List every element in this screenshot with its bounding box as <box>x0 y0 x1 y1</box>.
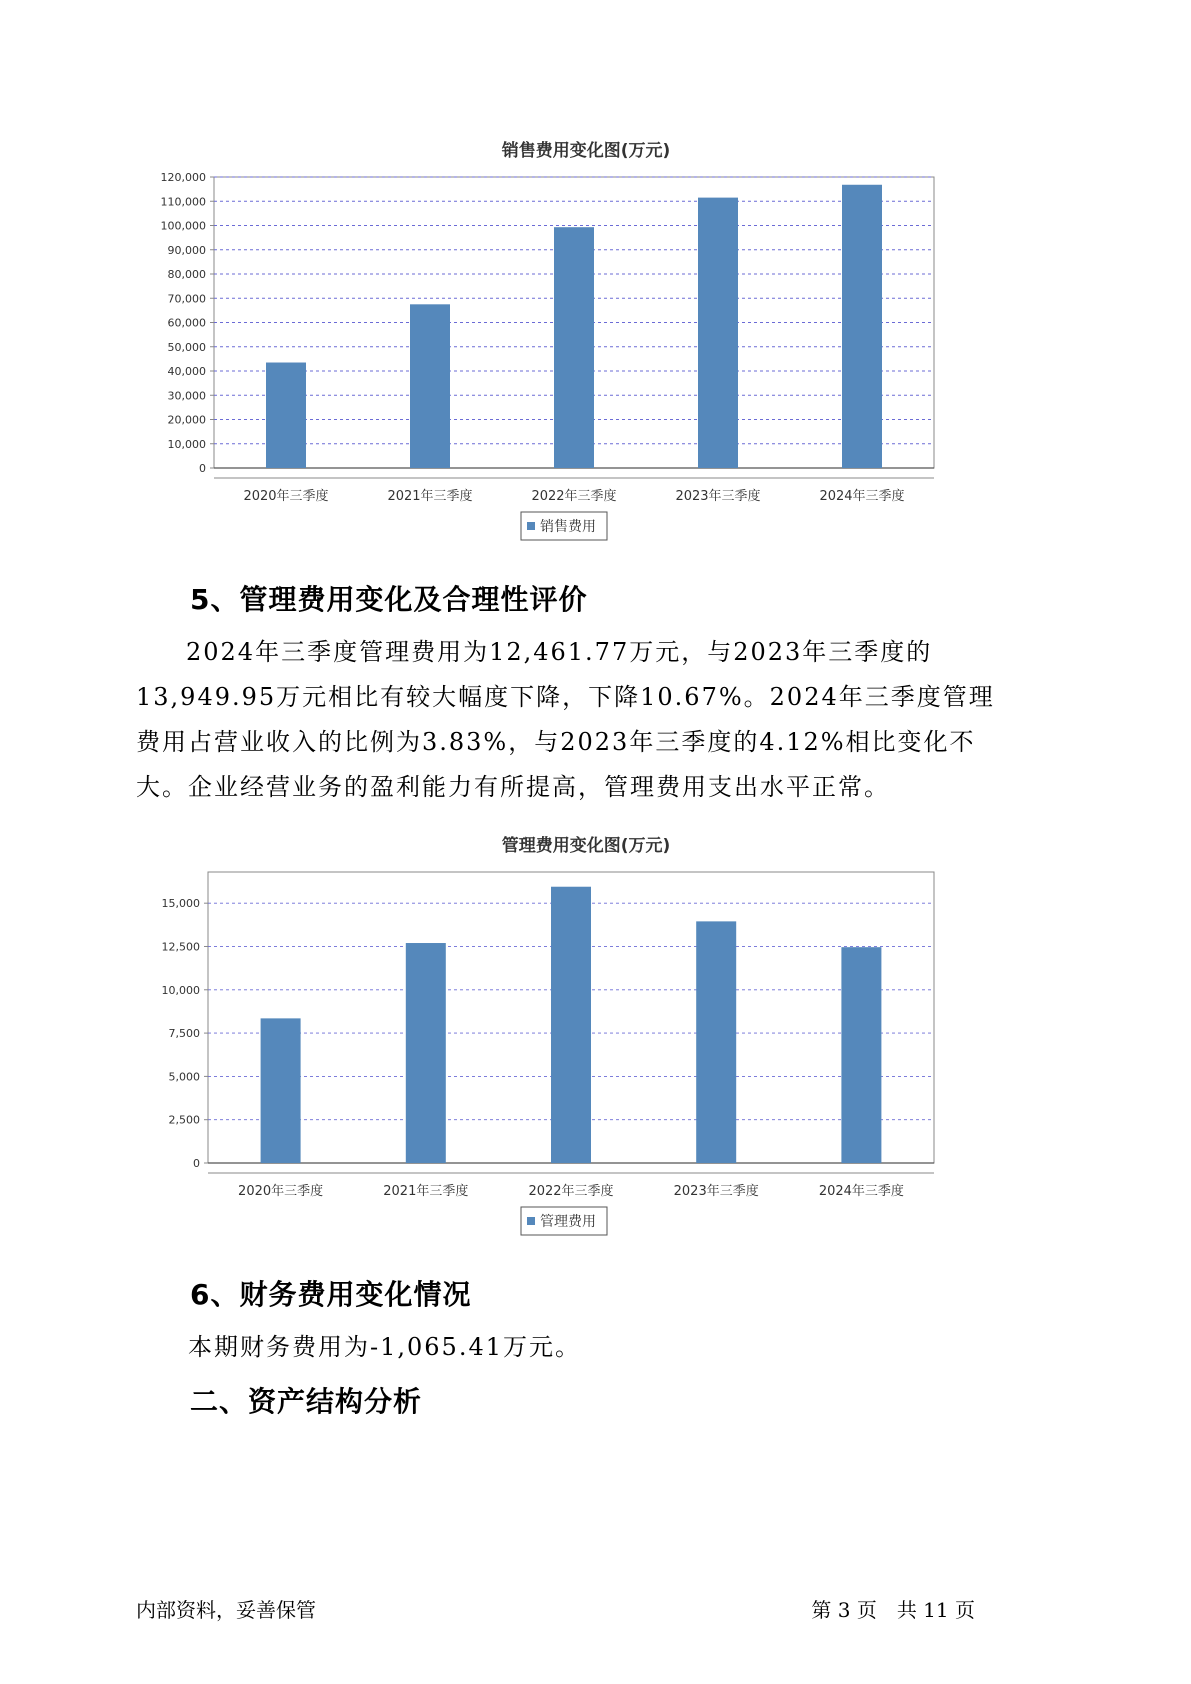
chart-legend <box>521 1207 607 1235</box>
x-tick-label: 2020年三季度 <box>238 1184 324 1199</box>
y-tick-label: 80,000 <box>167 268 206 281</box>
y-tick-label: 12,500 <box>161 940 200 954</box>
bar-2020年三季度 <box>266 363 306 468</box>
sales-expense-chart-svg <box>140 130 1020 550</box>
x-tick-label: 2021年三季度 <box>387 489 473 504</box>
bar-2024年三季度 <box>841 947 881 1163</box>
section-6-heading: 6、财务费用变化情况 <box>190 1278 472 1311</box>
y-tick-label: 90,000 <box>167 243 206 257</box>
chart-title: 销售费用变化图(万元) <box>501 141 671 161</box>
y-tick-label: 30,000 <box>167 389 206 403</box>
section-5-paragraph: 2024年三季度管理费用为12,461.77万元，与2023年三季度的13,949.95万元相比有较大幅度下降，下降10.67%。2024年三季度管理费用占营业收入的比例为3.83%，与2023年三季度的4.12%相比变化不大。企业经营业务的盈利能力有所提高，管理费用支出水平正常。 <box>136 638 995 801</box>
section-6-paragraph: 本期财务费用为-1,065.41万元。 <box>188 1333 581 1361</box>
bar-2022年三季度 <box>554 227 594 468</box>
bar-2024年三季度 <box>842 185 882 468</box>
x-tick-label: 2021年三季度 <box>383 1184 469 1199</box>
bar-2020年三季度 <box>261 1018 301 1163</box>
section-5-heading: 5、管理费用变化及合理性评价 <box>190 583 588 616</box>
y-tick-label: 2,500 <box>168 1113 200 1127</box>
y-tick-label: 70,000 <box>167 292 206 306</box>
bar-2021年三季度 <box>410 304 450 468</box>
x-tick-label: 2022年三季度 <box>528 1184 614 1199</box>
admin-expense-chart-svg <box>140 825 1020 1245</box>
y-tick-label: 5,000 <box>168 1070 200 1084</box>
section-two-heading: 二、资产结构分析 <box>190 1385 423 1418</box>
bar-2023年三季度 <box>698 198 738 468</box>
x-tick-label: 2023年三季度 <box>675 489 761 504</box>
bar-2021年三季度 <box>406 943 446 1163</box>
x-tick-label: 2024年三季度 <box>819 489 905 504</box>
y-tick-label: 0 <box>193 1157 200 1170</box>
legend-swatch <box>527 1217 535 1225</box>
x-tick-label: 2020年三季度 <box>243 489 329 504</box>
y-tick-label: 10,000 <box>161 983 200 997</box>
y-tick-label: 40,000 <box>167 365 206 378</box>
y-tick-label: 7,500 <box>168 1027 200 1041</box>
x-tick-label: 2023年三季度 <box>673 1184 759 1199</box>
x-tick-label: 2022年三季度 <box>531 489 617 504</box>
legend-label: 销售费用 <box>540 519 596 535</box>
y-tick-label: 100,000 <box>160 219 206 233</box>
y-tick-label: 10,000 <box>167 437 206 451</box>
y-tick-label: 15,000 <box>161 897 200 911</box>
admin-expense-chart <box>140 825 1020 1245</box>
y-tick-label: 50,000 <box>167 340 206 354</box>
y-tick-label: 60,000 <box>167 316 206 330</box>
chart-title: 管理费用变化图(万元) <box>501 836 671 856</box>
legend-swatch <box>527 522 535 530</box>
chart-legend <box>521 512 607 540</box>
bar-2022年三季度 <box>551 887 591 1163</box>
footer-page-number: 第 3 页 共 11 页 <box>811 1598 975 1622</box>
y-tick-label: 110,000 <box>160 195 206 209</box>
y-tick-label: 120,000 <box>160 171 206 184</box>
sales-expense-chart <box>140 130 1020 550</box>
legend-label: 管理费用 <box>540 1214 596 1230</box>
footer-confidential-note: 内部资料，妥善保管 <box>136 1598 316 1622</box>
x-tick-label: 2024年三季度 <box>818 1184 904 1199</box>
y-tick-label: 20,000 <box>167 413 206 427</box>
bar-2023年三季度 <box>696 921 736 1163</box>
y-tick-label: 0 <box>199 462 206 475</box>
